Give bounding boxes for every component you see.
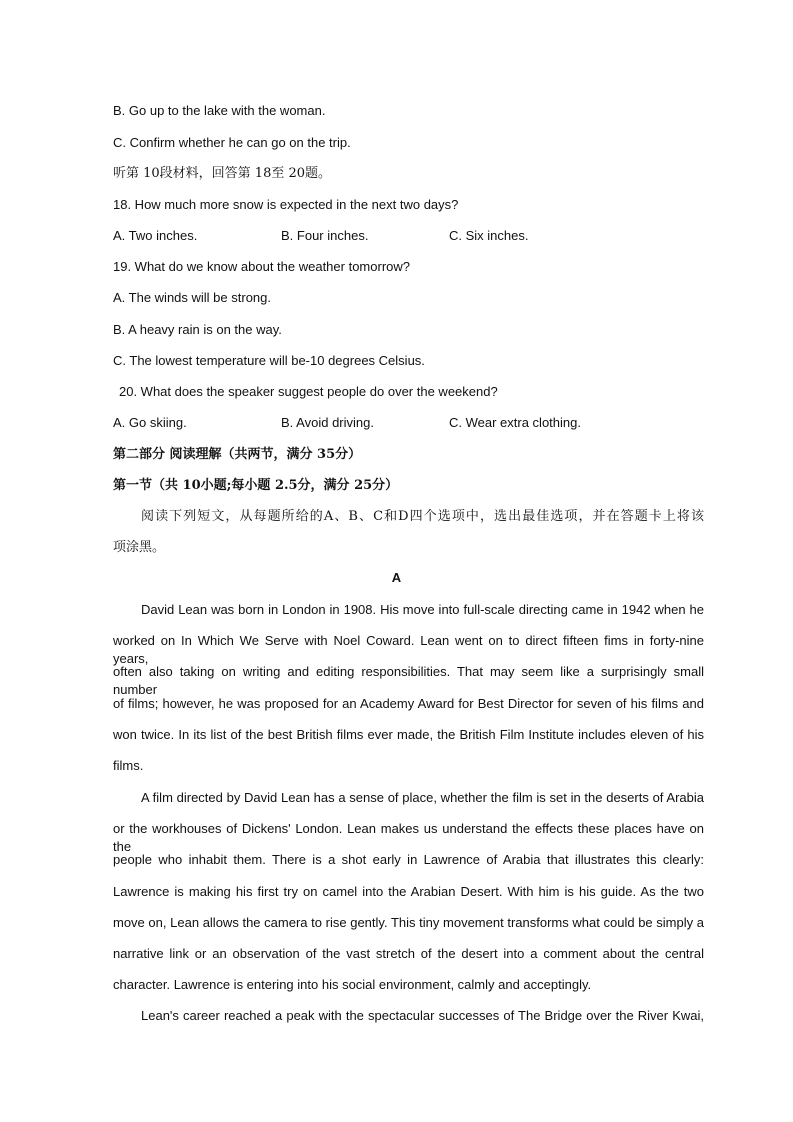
paragraph-line: Lean's career reached a peak with the spectacular successes of The Bridge over the River Kwai, <box>141 1008 704 1023</box>
q19-option-b: B. A heavy rain is on the way. <box>113 322 282 337</box>
section-title: 第一节（共 10小题;每小题 2.5分，满分 25分） <box>113 478 399 493</box>
instructions <box>113 508 704 570</box>
instruction-line: 项涂黑。 <box>113 540 166 556</box>
instruction-line: 阅读下列短文，从每题所给的A、B、C和D四个选项中，选出最佳选项，并在答题卡上将该 <box>141 509 704 524</box>
q18-option-c: C. Six inches. <box>449 228 529 243</box>
q17-option-c: C. Confirm whether he can go on the trip. <box>113 135 351 150</box>
q19-option-c: C. The lowest temperature will be-10 degrees Celsius. <box>113 353 425 368</box>
passage-label: A <box>391 570 402 585</box>
q18-option-a: A. Two inches. <box>113 228 198 243</box>
paragraph-2 <box>113 789 704 1007</box>
paragraph-line: narrative link or an observation of the vast stretch of the desert into a comment about the central <box>113 945 704 961</box>
paragraph-line: Lawrence is making his first try on camel into the Arabian Desert. With him is his guide. As the two <box>113 883 704 899</box>
q18-option-b: B. Four inches. <box>281 228 369 243</box>
q20-option-b: B. Avoid driving. <box>281 415 374 430</box>
paragraph-1 <box>113 601 704 788</box>
q18-question: 18. How much more snow is expected in the next two days? <box>113 197 459 212</box>
q20-option-c: C. Wear extra clothing. <box>449 415 581 430</box>
q17-option-b: B. Go up to the lake with the woman. <box>113 103 326 118</box>
paragraph-line: often also taking on writing and editing responsibilities. That may seem like a surprisingly small number <box>113 664 704 698</box>
paragraph-line: won twice. In its list of the best British films ever made, the British Film Institute includes eleven of his <box>113 726 704 742</box>
q20-option-a: A. Go skiing. <box>113 415 187 430</box>
paragraph-line: move on, Lean allows the camera to rise gently. This tiny movement transforms what could be simply a <box>113 914 704 930</box>
paragraph-line: worked on In Which We Serve with Noel Coward. Lean went on to direct fifteen fims in forty-nine years, <box>113 633 704 667</box>
part-title: 第二部分 阅读理解（共两节，满分 35分） <box>113 447 362 462</box>
paragraph-line: films. <box>113 757 144 773</box>
q20-question: 20. What does the speaker suggest people do over the weekend? <box>119 384 498 399</box>
q19-option-a: A. The winds will be strong. <box>113 290 271 305</box>
paragraph-line: David Lean was born in London in 1908. His move into full-scale directing came in 1942 when he <box>141 602 704 617</box>
q19-question: 19. What do we know about the weather tomorrow? <box>113 259 410 274</box>
paragraph-line: character. Lawrence is entering into his social environment, calmly and acceptingly. <box>113 977 592 993</box>
paragraph-line: people who inhabit them. There is a shot early in Lawrence of Arabia that illustrates this clearly: <box>113 852 704 868</box>
material-intro: 听第 10段材料，回答第 18至 20题。 <box>113 166 332 181</box>
paragraph-line: or the workhouses of Dickens' London. Lean makes us understand the effects these places have on the <box>113 821 704 855</box>
paragraph-3 <box>113 1007 704 1038</box>
paragraph-line: A film directed by David Lean has a sense of place, whether the film is set in the deserts of Arabia <box>141 790 704 805</box>
paragraph-line: of films; however, he was proposed for an Academy Award for Best Director for seven of his films and <box>113 695 704 711</box>
